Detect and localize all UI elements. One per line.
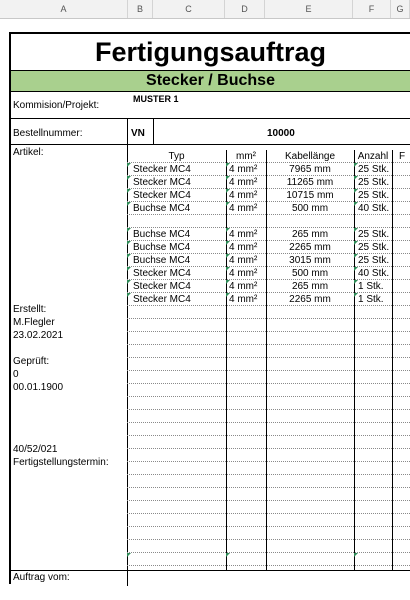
header-kabellaenge: Kabellänge	[284, 151, 336, 162]
cell-anzahl[interactable]	[354, 371, 392, 384]
cell-kabellaenge[interactable]: 11265 mm	[286, 177, 334, 188]
cell-mm2[interactable]	[226, 345, 266, 358]
cell-mm2[interactable]	[226, 553, 266, 566]
cell-mm2[interactable]	[226, 501, 266, 514]
cell-mm2[interactable]: 4 mm²	[226, 280, 266, 293]
order-form-sheet	[9, 32, 410, 584]
column-header-f[interactable]: F	[353, 0, 391, 18]
table-row	[127, 423, 410, 436]
cell-typ[interactable]	[127, 553, 226, 566]
cell-typ[interactable]	[127, 540, 226, 553]
table-row	[127, 540, 410, 553]
cell-typ[interactable]: Buchse MC4	[127, 241, 226, 254]
cell-anzahl[interactable]	[354, 540, 392, 553]
column-header-a[interactable]: A	[0, 0, 128, 18]
divider	[127, 118, 128, 144]
table-row	[127, 280, 410, 293]
cell-anzahl[interactable]	[354, 475, 392, 488]
geprueft-name: 0	[13, 369, 19, 380]
divider	[11, 570, 410, 571]
column-header-d[interactable]: D	[225, 0, 265, 18]
cell-kabellaenge[interactable]: 500 mm	[291, 203, 329, 214]
table-row	[127, 332, 410, 345]
cell-anzahl[interactable]	[354, 527, 392, 540]
cell-mm2[interactable]	[226, 423, 266, 436]
cell-mm2[interactable]	[226, 540, 266, 553]
cell-anzahl[interactable]: 25 Stk.	[354, 163, 392, 176]
cell-kabellaenge[interactable]: 500 mm	[291, 268, 329, 279]
kommission-label: Kommision/Projekt:	[13, 100, 100, 111]
cell-mm2[interactable]	[226, 436, 266, 449]
divider	[11, 144, 410, 145]
cell-mm2[interactable]	[226, 319, 266, 332]
cell-anzahl[interactable]	[354, 436, 392, 449]
cell-typ[interactable]	[127, 397, 226, 410]
cell-mm2[interactable]	[226, 306, 266, 319]
column-header-bar	[0, 0, 410, 19]
cell-typ[interactable]: Stecker MC4	[127, 163, 226, 176]
cell-typ[interactable]	[127, 345, 226, 358]
cell-kabellaenge[interactable]	[266, 384, 354, 397]
geprueft-label: Geprüft:	[13, 356, 50, 367]
cell-kabellaenge[interactable]	[266, 332, 354, 345]
table-row	[127, 306, 410, 319]
table-row	[127, 228, 410, 241]
table-row	[127, 462, 410, 475]
cell-anzahl[interactable]	[354, 462, 392, 475]
cell-kabellaenge[interactable]	[266, 358, 354, 371]
cell-anzahl[interactable]	[354, 306, 392, 319]
erstellt-date: 23.02.2021	[13, 330, 64, 341]
cell-mm2[interactable]	[226, 358, 266, 371]
cell-anzahl[interactable]: 1 Stk.	[354, 280, 392, 293]
column-header-c[interactable]: C	[153, 0, 225, 18]
cell-mm2[interactable]: 4 mm²	[226, 163, 266, 176]
cell-typ[interactable]	[127, 410, 226, 423]
cell-typ[interactable]: Buchse MC4	[127, 202, 226, 215]
bestellnummer-prefix[interactable]: VN	[131, 128, 145, 139]
kommission-value[interactable]: MUSTER 1	[133, 94, 179, 104]
cell-mm2[interactable]	[226, 332, 266, 345]
column-header-e[interactable]: E	[265, 0, 353, 18]
fertigstellung-label: Fertigstellungstermin:	[13, 457, 109, 468]
cell-kabellaenge[interactable]	[266, 215, 354, 228]
cell-anzahl[interactable]	[354, 553, 392, 566]
cell-anzahl[interactable]: 25 Stk.	[354, 254, 392, 267]
cell-kabellaenge[interactable]: 265 mm	[291, 281, 329, 292]
table-row	[127, 371, 410, 384]
cell-kabellaenge[interactable]	[266, 540, 354, 553]
table-row	[127, 527, 410, 540]
table-row	[127, 553, 410, 566]
cell-typ[interactable]	[127, 527, 226, 540]
cell-mm2[interactable]: 4 mm²	[226, 228, 266, 241]
column-header-g[interactable]: G	[391, 0, 410, 18]
cell-kabellaenge[interactable]	[266, 553, 354, 566]
article-table	[127, 150, 410, 570]
cell-anzahl[interactable]	[354, 449, 392, 462]
cell-anzahl[interactable]: 25 Stk.	[354, 189, 392, 202]
cell-kabellaenge[interactable]	[266, 462, 354, 475]
table-row	[127, 449, 410, 462]
header-mm2: mm²	[236, 151, 256, 162]
cell-typ[interactable]	[127, 501, 226, 514]
cell-typ[interactable]	[127, 215, 226, 228]
column-header-b[interactable]: B	[128, 0, 153, 18]
cell-kabellaenge[interactable]	[266, 475, 354, 488]
cell-mm2[interactable]	[226, 410, 266, 423]
cell-anzahl[interactable]	[354, 215, 392, 228]
cell-anzahl[interactable]: 1 Stk.	[354, 293, 392, 306]
table-row	[127, 319, 410, 332]
cell-mm2[interactable]	[226, 488, 266, 501]
table-row	[127, 488, 410, 501]
cell-mm2[interactable]	[226, 475, 266, 488]
cell-anzahl[interactable]	[354, 384, 392, 397]
cell-kabellaenge[interactable]	[266, 449, 354, 462]
table-row	[127, 163, 410, 176]
cell-typ[interactable]: Buchse MC4	[127, 228, 226, 241]
cell-mm2[interactable]	[226, 384, 266, 397]
cell-kabellaenge[interactable]	[266, 423, 354, 436]
table-row	[127, 410, 410, 423]
cell-mm2[interactable]	[226, 371, 266, 384]
bestellnummer-value[interactable]: 10000	[267, 128, 295, 139]
cell-typ[interactable]	[127, 332, 226, 345]
cell-kabellaenge[interactable]	[266, 397, 354, 410]
divider	[153, 118, 154, 144]
cell-typ[interactable]: Stecker MC4	[127, 293, 226, 306]
cell-typ[interactable]	[127, 488, 226, 501]
table-row	[127, 267, 410, 280]
form-title: Fertigungsauftrag	[94, 37, 326, 67]
cell-anzahl[interactable]	[354, 319, 392, 332]
erstellt-label: Erstellt:	[13, 304, 47, 315]
table-row	[127, 475, 410, 488]
cell-typ[interactable]: Stecker MC4	[127, 176, 226, 189]
cell-kabellaenge[interactable]: 7965 mm	[289, 164, 331, 175]
cell-kabellaenge[interactable]	[266, 488, 354, 501]
geprueft-date: 00.01.1900	[13, 382, 64, 393]
cell-typ[interactable]: Stecker MC4	[127, 280, 226, 293]
cell-kabellaenge[interactable]	[266, 410, 354, 423]
cell-typ[interactable]	[127, 306, 226, 319]
table-row	[127, 293, 410, 306]
cell-anzahl[interactable]	[354, 332, 392, 345]
cell-typ[interactable]	[127, 319, 226, 332]
table-row	[127, 241, 410, 254]
cell-mm2[interactable]	[226, 514, 266, 527]
table-row	[127, 384, 410, 397]
cell-kabellaenge[interactable]	[266, 436, 354, 449]
cell-mm2[interactable]: 4 mm²	[226, 254, 266, 267]
cell-typ[interactable]	[127, 358, 226, 371]
header-typ: Typ	[168, 151, 185, 162]
cell-anzahl[interactable]	[354, 514, 392, 527]
cell-anzahl[interactable]: 40 Stk.	[354, 267, 392, 280]
erstellt-name: M.Flegler	[13, 317, 55, 328]
table-row	[127, 345, 410, 358]
cell-typ[interactable]: Stecker MC4	[127, 267, 226, 280]
cell-kabellaenge[interactable]	[266, 514, 354, 527]
cell-anzahl[interactable]: 25 Stk.	[354, 228, 392, 241]
header-f: F	[398, 151, 406, 162]
cell-typ[interactable]: Buchse MC4	[127, 254, 226, 267]
cell-mm2[interactable]	[226, 462, 266, 475]
cell-anzahl[interactable]	[354, 423, 392, 436]
week-code: 40/52/021	[13, 444, 58, 455]
cell-mm2[interactable]	[226, 215, 266, 228]
cell-anzahl[interactable]	[354, 358, 392, 371]
cell-anzahl[interactable]	[354, 410, 392, 423]
header-anzahl: Anzahl	[357, 151, 389, 162]
auftrag-vom-label: Auftrag vom:	[13, 572, 70, 583]
cell-mm2[interactable]	[226, 449, 266, 462]
table-row	[127, 358, 410, 371]
table-row	[127, 215, 410, 228]
table-row	[127, 189, 410, 202]
table-row	[127, 202, 410, 215]
cell-kabellaenge[interactable]	[266, 527, 354, 540]
cell-kabellaenge[interactable]	[266, 345, 354, 358]
cell-typ[interactable]: Stecker MC4	[127, 189, 226, 202]
divider	[11, 118, 410, 119]
cell-typ[interactable]	[127, 371, 226, 384]
cell-anzahl[interactable]: 25 Stk.	[354, 176, 392, 189]
cell-typ[interactable]	[127, 436, 226, 449]
table-row	[127, 501, 410, 514]
cell-anzahl[interactable]	[354, 397, 392, 410]
cell-mm2[interactable]: 4 mm²	[226, 293, 266, 306]
table-row	[127, 176, 410, 189]
table-row	[127, 397, 410, 410]
cell-mm2[interactable]: 4 mm²	[226, 267, 266, 280]
cell-typ[interactable]	[127, 384, 226, 397]
cell-kabellaenge[interactable]	[266, 306, 354, 319]
cell-kabellaenge[interactable]: 265 mm	[291, 229, 329, 240]
table-row	[127, 514, 410, 527]
cell-kabellaenge[interactable]: 2265 mm	[289, 294, 331, 305]
cell-kabellaenge[interactable]	[266, 371, 354, 384]
cell-anzahl[interactable]	[354, 501, 392, 514]
cell-typ[interactable]	[127, 423, 226, 436]
cell-mm2[interactable]	[226, 527, 266, 540]
cell-mm2[interactable]: 4 mm²	[226, 189, 266, 202]
table-row	[127, 436, 410, 449]
cell-anzahl[interactable]	[354, 345, 392, 358]
divider	[127, 570, 128, 586]
table-row	[127, 254, 410, 267]
cell-kabellaenge[interactable]	[266, 319, 354, 332]
cell-mm2[interactable]	[226, 397, 266, 410]
cell-kabellaenge[interactable]: 3015 mm	[289, 255, 331, 266]
cell-kabellaenge[interactable]	[266, 501, 354, 514]
cell-typ[interactable]	[127, 462, 226, 475]
cell-anzahl[interactable]: 25 Stk.	[354, 241, 392, 254]
cell-anzahl[interactable]: 40 Stk.	[354, 202, 392, 215]
cell-mm2[interactable]: 4 mm²	[226, 176, 266, 189]
cell-typ[interactable]	[127, 449, 226, 462]
table-header-row	[127, 150, 410, 163]
cell-typ[interactable]	[127, 475, 226, 488]
product-subtitle-bar: Stecker / Buchse	[11, 70, 410, 92]
cell-mm2[interactable]: 4 mm²	[226, 241, 266, 254]
cell-kabellaenge[interactable]: 2265 mm	[289, 242, 331, 253]
cell-anzahl[interactable]	[354, 488, 392, 501]
cell-typ[interactable]	[127, 514, 226, 527]
cell-kabellaenge[interactable]: 10715 mm	[286, 190, 334, 201]
bestellnummer-label: Bestellnummer:	[13, 128, 83, 139]
cell-mm2[interactable]: 4 mm²	[226, 202, 266, 215]
artikel-label: Artikel:	[13, 147, 44, 158]
